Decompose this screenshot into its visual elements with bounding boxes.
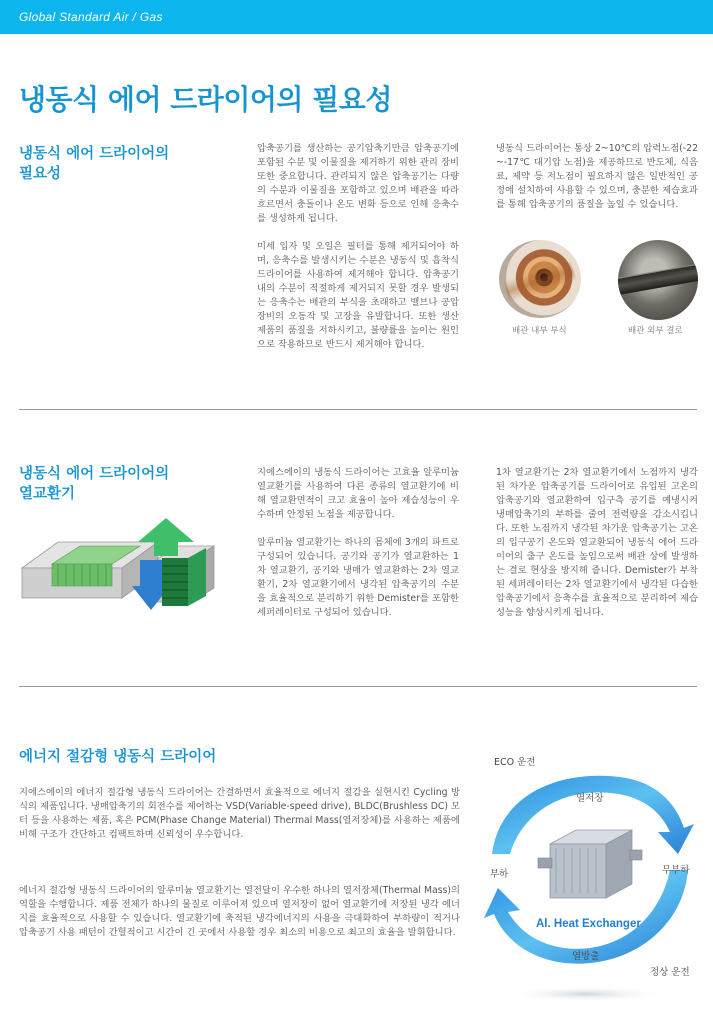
photo-caption-condensation: 배관 외부 결로 xyxy=(628,326,683,336)
section2-col1-para2: 알루미늄 열교환기는 하나의 몸체에 3개의 파트로 구성되어 있습니다. 공기와 공기가 열교환하는 1차 열교환기, 공기와 냉매가 열교환하는 2차 열교환기, 2차 열교환기에서 냉각된 압축공기의 수분을 효율적으로 분리하기 위한 Demister를 포함한 세퍼레이터로 구성되어 있습니다. xyxy=(257,537,459,618)
label-no-load: 무부하 xyxy=(662,865,690,876)
label-normal-operation: 정상 운전 xyxy=(650,967,690,978)
section-divider-2 xyxy=(19,686,697,687)
page-title: 냉동식 에어 드라이어의 필요성 xyxy=(19,83,392,116)
label-eco-operation: ECO 운전 xyxy=(494,757,536,768)
pipe-inner-corrosion-photo xyxy=(499,240,581,318)
section2-col1-para1: 지에스에이의 냉동식 드라이어는 고효율 알루미늄 열교환기를 사용하여 다른 종류의 열교환기에 비해 열교환면적이 크고 효율이 높아 제습성능이 우수하며 안정된 노점을 제공합니다. xyxy=(257,467,459,520)
section1-title xyxy=(19,144,219,184)
section2-title-line2: 열교환기 xyxy=(19,486,76,502)
section3-title xyxy=(19,747,279,767)
section1-col2 xyxy=(496,142,698,226)
eco-cycle-diagram xyxy=(478,742,703,1007)
section1-col1-para2: 미세 입자 및 오일은 필터를 통해 제거되어야 하며, 응축수를 발생시키는 수분은 냉동식 및 흡착식 드라이어를 사용하여 제거해야 합니다. 압축공기 내의 수분이 적절하게 제거되지 못할 경우 발생되는 응축수는 배관의 부식을 초래하고 밸브나 공압장비의 오동작 및 고장을 유발합니다. 또한 생산 제품의 품질을 저하시키고, 불량률을 높이는 원인으로 작용하므로 반드시 제거해야 합니다. xyxy=(257,241,459,350)
label-load: 부하 xyxy=(490,869,509,880)
section-divider-1 xyxy=(19,409,697,410)
section3-title-text: 에너지 절감형 냉동식 드라이어 xyxy=(19,749,217,765)
section1-col2-para1: 냉동식 드라이어는 통상 2~10℃의 압력노점(-22~-17℃ 대기압 노점)을 제공하므로 반도체, 식음료, 제약 등 저노점이 필요하지 않은 일반적인 공정에 설치하여 사용할 수 있으며, 충분한 제습효과를 통해 압축공기의 품질을 높일 수 있습니다. xyxy=(496,143,698,210)
section2-col1 xyxy=(257,466,459,634)
section2-col2-para1: 1차 열교환기는 2차 열교환기에서 노점까지 냉각된 차가운 압축공기를 드라이어로 유입된 고온의 압축공기와 열교환하여 입구측 공기를 예냉시켜 냉매압축기의 부하를 줄여 전력량을 감소시킵니다. 또한 노점까지 냉각된 차가운 압축공기는 고온의 입구공기 온도와 열교환되어 냉동식 에어 드라이어의 출구 온도를 높임으로써 배관 상에 발생하는 결로 현상을 방지해 줍니다. Demister가 부착된 세퍼레이터는 2차 열교환기에서 냉각된 다습한 압축공기에서 응축수를 효율적으로 분리하여 제습성능을 향상시키게 됩니다. xyxy=(496,467,698,618)
section2-title xyxy=(19,464,219,504)
section3-body xyxy=(19,786,460,954)
section1-title-line1: 냉동식 에어 드라이어의 xyxy=(19,146,170,162)
section1-col1-para1: 압축공기를 생산하는 공기압축기만큼 압축공기에 포함된 수분 및 이물질을 제거하기 위한 관리 장비 또한 중요합니다. 관리되지 않은 압축공기는 다량의 수분과 이물질을 포함하고 있으며 배관을 따라 흐르면서 충돌이나 온도 변화 등으로 인해 응축수를 생성하게 됩니다. xyxy=(257,143,459,224)
section2-title-line1: 냉동식 에어 드라이어의 xyxy=(19,466,170,482)
al-heat-exchanger-icon xyxy=(536,824,644,914)
header-bar xyxy=(0,0,713,34)
section2-col2 xyxy=(496,466,698,634)
label-heat-storage: 열저장 xyxy=(576,793,604,804)
section3-para1: 지에스에이의 에너지 절감형 냉동식 드라이어는 간결하면서 효율적으로 에너지 절감을 실현시킨 Cycling 방식의 제품입니다. 냉매압축기의 회전수를 제어하는 VSD(Variable-speed drive), BLDC(Brushless DC) 모터 등을 사용하는 제품, 혹은 PCM(Phase Change Material) Thermal Mass(열저장체)를 사용하는 제품에 비해 구조가 간단하고 컴팩트하며 신뢰성이 우수합니다. xyxy=(19,787,460,840)
section3-para2: 에너지 절감형 냉동식 드라이어의 알루미늄 열교환기는 열전달이 우수한 하나의 열저장체(Thermal Mass)의 역할을 수행합니다. 제품 전체가 하나의 물질로 이루어져 있으며 열저장이 없어 열교환기에 저장된 냉각 에너지를 효율적으로 사용할 수 있습니다. 열교환기에 축적된 냉각에너지의 사용을 극대화하여 부하량이 적거나 압축공기 사용 패턴이 간헐적이고 시간이 긴 곳에서 사용할 경우 최소의 비용으로 최고의 효율을 발휘합니다. xyxy=(19,885,460,938)
header-tagline: Global Standard Air / Gas xyxy=(19,10,163,24)
airflow-arrows-illustration xyxy=(122,516,210,616)
section1-title-line2: 필요성 xyxy=(19,166,62,182)
label-al-heat-exchanger: Al. Heat Exchanger xyxy=(536,918,641,930)
photo-caption-corrosion: 배관 내부 부식 xyxy=(512,326,567,336)
label-heat-release: 열방출 xyxy=(572,951,600,962)
pipe-outer-condensation-photo xyxy=(618,240,698,320)
section1-col1 xyxy=(257,142,459,366)
